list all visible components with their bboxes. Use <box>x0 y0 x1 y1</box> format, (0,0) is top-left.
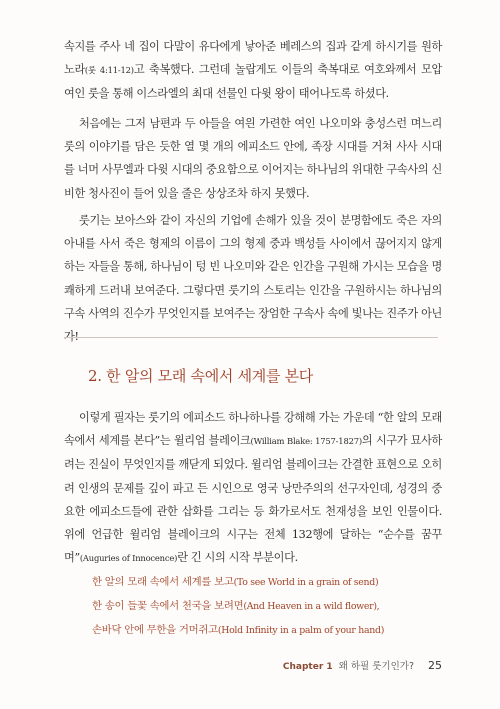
poem-line-english: (To see World in a grain of send) <box>233 577 379 588</box>
paragraph-text: 처음에는 그저 남편과 두 아들을 여읜 가련한 여인 나오미와 충성스런 며느리 룻의 이야기를 담은 듯한 열 몇 개의 에피소드 안에, 족장 시대를 거쳐 사사 시대를 너머 사무엘과 다윗 시대의 중요함으로 이어지는 하나님의 위대한 구속사의 신비한 청사진이 들어 있을 줄은 상상조차 하지 못했다. <box>64 117 442 200</box>
poem-title-english: (Auguries of Innocence) <box>79 553 178 564</box>
poem-line-korean: 손바닥 안에 무한을 거머쥐고 <box>92 624 218 636</box>
poem-line <box>92 597 452 612</box>
page-number: 25 <box>428 659 442 672</box>
paragraph-text <box>64 406 442 570</box>
poem-line-english: (Hold Infinity in a palm of your hand) <box>217 625 385 636</box>
paragraph-blake <box>64 406 442 570</box>
page-footer <box>283 658 442 672</box>
chapter-title: 왜 하필 룻기인가? <box>338 661 414 672</box>
poem-line-korean: 한 알의 모래 속에서 세계를 보고 <box>92 576 234 588</box>
paragraph-text: 룻기는 보아스와 같이 자신의 기업에 손해가 있을 것이 분명함에도 죽은 자의 아내를 사서 죽은 형제의 이름이 그의 형제 중과 백성들 사이에서 끊어지지 않게 하는 자들을 통해, 하나님이 텅 빈 나오미와 같은 인간을 구원해 가시는 모습을 명쾌하게 드러내 보여준다. 그렇다면 룻기의 스토리는 인간을 구원하시는 하나님의 구속 사역의 진수가 무엇인지를 보여주는 장엄한 구속사 속에 빛나는 진주가 아닌가! <box>64 214 442 344</box>
paragraph-segment: 이렇게 필자는 룻기의 에피소드 하나하나를 강해해 가는 가운데 “한 알의 모래 속에서 세계를 본다”는 윌리엄 블레이크 <box>64 411 442 448</box>
poem-line <box>92 621 452 636</box>
paragraph-segment: 속지를 주사 네 집이 다말이 유다에게 낳아준 베레스의 집과 같게 하시기를 원하노라 <box>64 40 442 77</box>
author-dates: (William Blake: 1757-1827) <box>250 436 362 447</box>
paragraph-text <box>64 35 442 106</box>
paragraph-boaz <box>64 209 442 348</box>
poem-line-english: (And Heaven in a wild flower), <box>243 601 380 612</box>
paragraph-naomi-ruth <box>64 112 442 205</box>
paragraph-continued <box>64 35 442 106</box>
poem-line-korean: 한 송이 들꽃 속에서 천국을 보려면 <box>92 600 244 612</box>
paragraph-segment: 고 축복했다. 그런데 놀랍게도 이들의 축복대로 여호와께서 모압 여인 룻을 통해 이스라엘의 최대 선물인 다윗 왕이 태어나도록 하셨다. <box>64 63 442 101</box>
chapter-label: Chapter 1 <box>282 662 333 672</box>
scripture-reference: (룻 4:11-12) <box>84 65 134 76</box>
paragraph-segment: 란 긴 시의 시작 부분이다. <box>177 551 298 565</box>
section-divider <box>64 337 438 338</box>
paragraph-segment: 의 시구가 묘사하려는 진실이 무엇인지를 깨닫게 되었다. 윌리엄 블레이크는 간결한 표현으로 오히려 인생의 문제를 깊이 파고 든 시인으로 영국 낭만주의의 선구자인데, 성경의 중요한 에피소드들에 관한 삽화를 그리는 등 화가로서도 천재성을 보인 인물이다. 위에 언급한 윌리엄 블레이크의 시구는 전체 132행에 달하는 “순수를 꿈꾸며” <box>64 434 443 565</box>
poem-line <box>92 573 452 588</box>
section-heading: 2. 한 알의 모래 속에서 세계를 본다 <box>88 367 313 385</box>
